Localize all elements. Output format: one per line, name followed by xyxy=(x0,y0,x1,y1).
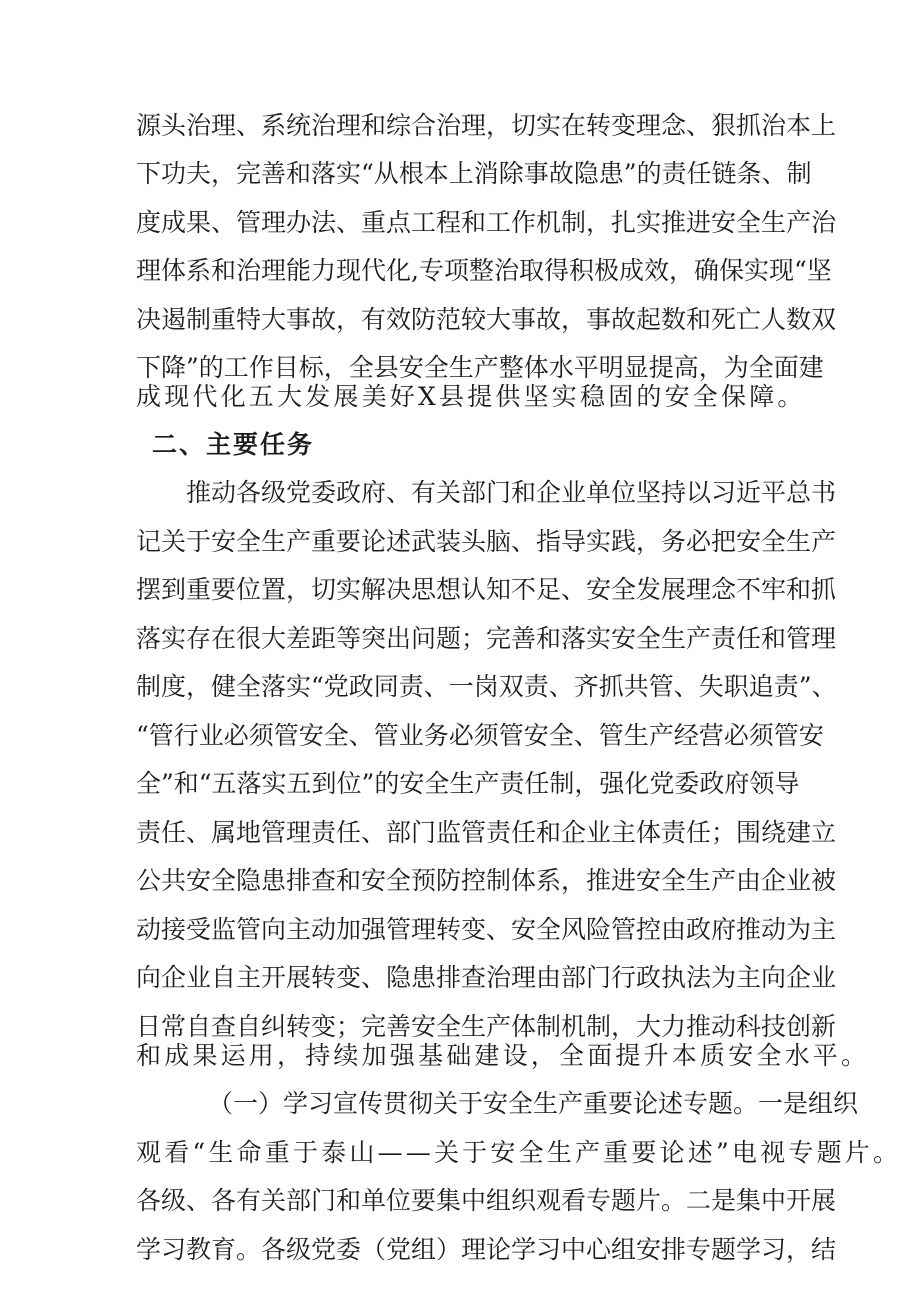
text-line: 和成果运用，持续加强基础建设，全面提升本质安全水平。 xyxy=(136,1041,870,1070)
text-line: 制度，健全落实“党政同责、一岗双责、齐抓共管、失职追责”、 xyxy=(136,672,837,701)
text-line: “管行业必须管安全、管业务必须管安全、管生产经营必须管安 xyxy=(136,721,824,750)
text-line: 公共安全隐患排查和安全预防控制体系，推进安全生产由企业被 xyxy=(136,866,837,895)
text-line: 全”和“五落实五到位”的安全生产责任制，强化党委政府领导 xyxy=(136,769,800,798)
text-line: 各级、各有关部门和单位要集中组织观看专题片。二是集中开展 xyxy=(136,1186,837,1215)
text-line: 动接受监管向主动加强管理转变、安全风险管控由政府推动为主 xyxy=(136,915,837,944)
section-heading: 二、主要任务 xyxy=(152,430,315,459)
text-line: 向企业自主开展转变、隐患排查治理由部门行政执法为主向企业 xyxy=(136,963,837,992)
text-line: 学习教育。各级党委（党组）理论学习中心组安排专题学习，结 xyxy=(136,1235,837,1264)
text-line: 记关于安全生产重要论述武装头脑、指导实践，务必把安全生产 xyxy=(136,527,837,556)
text-line: 日常自查自纠转变；完善安全生产体制机制，大力推动科技创新 xyxy=(136,1012,837,1041)
text-line: 推动各级党委政府、有关部门和企业单位坚持以习近平总书 xyxy=(186,478,837,507)
text-line: （一）学习宣传贯彻关于安全生产重要论述专题。一是组织 xyxy=(208,1089,859,1118)
text-line: 责任、属地管理责任、部门监管责任和企业主体责任；围绕建立 xyxy=(136,818,837,847)
text-line: 成现代化五大发展美好X县提供坚实稳固的安全保障。 xyxy=(136,382,806,411)
text-line: 摆到重要位置，切实解决思想认知不足、安全发展理念不牢和抓 xyxy=(136,575,837,604)
text-line: 决遏制重特大事故，有效防范较大事故，事故起数和死亡人数双 xyxy=(136,305,837,334)
text-line: 理体系和治理能力现代化,专项整治取得积极成效，确保实现“坚 xyxy=(136,256,832,285)
text-line: 落实存在很大差距等突出问题；完善和落实安全生产责任和管理 xyxy=(136,624,837,653)
text-line: 下功夫，完善和落实“从根本上消除事故隐患”的责任链条、制 xyxy=(136,159,812,188)
text-line: 观看“生命重于泰山——关于安全生产重要论述”电视专题片。 xyxy=(136,1138,902,1167)
text-line: 源头治理、系统治理和综合治理，切实在转变理念、狠抓治本上 xyxy=(136,111,837,140)
text-line: 下降”的工作目标，全县安全生产整体水平明显提高，为全面建 xyxy=(136,353,824,382)
text-line: 度成果、管理办法、重点工程和工作机制，扎实推进安全生产治 xyxy=(136,208,837,237)
